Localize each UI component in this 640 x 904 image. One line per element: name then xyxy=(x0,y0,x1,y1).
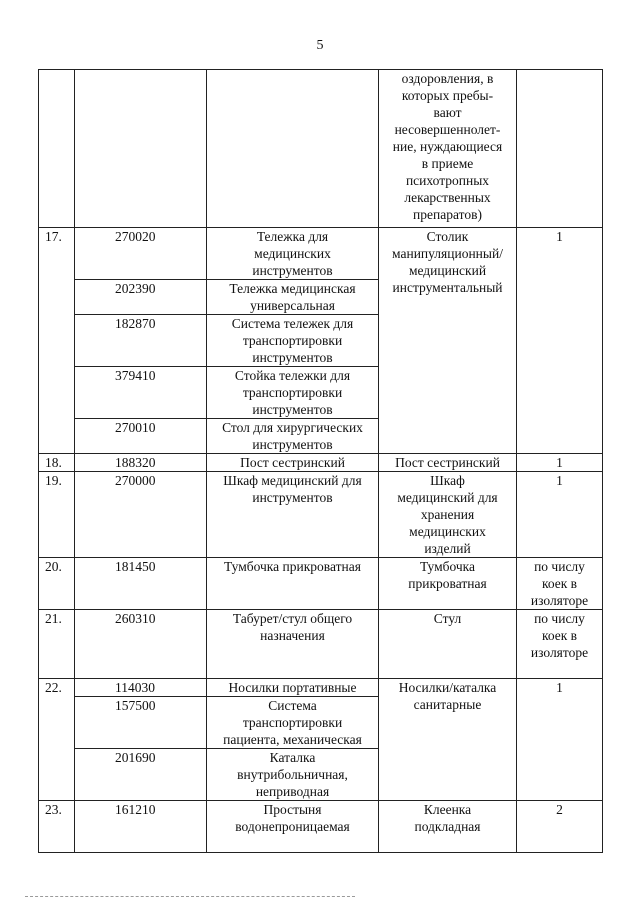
equipment-table xyxy=(38,69,603,853)
cell-text-line: прикроватная xyxy=(408,576,487,591)
cell-text-line: Тележка медицинская xyxy=(229,281,356,296)
code-cell: 379410 xyxy=(75,367,207,419)
code-cell: 114030 xyxy=(75,679,207,697)
code-cell: 161210 xyxy=(75,801,207,853)
table-row xyxy=(39,228,603,280)
cell-text-line: медицинских xyxy=(409,524,486,539)
cell-text-line: универсальная xyxy=(250,298,335,313)
item-name-cell xyxy=(207,454,379,472)
quantity-cell xyxy=(517,558,603,610)
row-number-cell: 17. xyxy=(39,228,75,454)
cell-text-line: манипуляционный/ xyxy=(392,246,503,261)
device-name-cell xyxy=(379,801,517,853)
cell-text-line: Тележка для xyxy=(256,229,329,244)
cell-text-line: водонепроницаемая xyxy=(235,819,350,834)
item-name-cell xyxy=(207,558,379,610)
cell-text-line: Система xyxy=(268,698,317,713)
cell-text-line: медицинский xyxy=(408,263,487,278)
item-name-cell xyxy=(207,679,379,697)
table-row xyxy=(39,610,603,679)
cell-text-line: инструментов xyxy=(252,402,333,417)
table-row xyxy=(39,801,603,853)
cell-text-line: Пост сестринский xyxy=(240,455,345,470)
row-number-cell: 20. xyxy=(39,558,75,610)
table-row xyxy=(39,558,603,610)
cell-text-line: 1 xyxy=(556,680,563,695)
cell-text-line: Шкаф xyxy=(430,473,465,488)
item-name-cell xyxy=(207,749,379,801)
cell-text-line: санитарные xyxy=(413,697,482,712)
item-name-cell xyxy=(207,367,379,419)
cell-text-line: изоляторе xyxy=(530,593,589,608)
cell-text-line: коек в xyxy=(541,628,578,643)
code-cell: 201690 xyxy=(75,749,207,801)
cell-text-line: инструментальный xyxy=(392,280,503,295)
cell-text-line: медицинских xyxy=(254,246,331,261)
code-cell: 181450 xyxy=(75,558,207,610)
quantity-cell xyxy=(517,472,603,558)
scan-edge-line xyxy=(25,896,355,897)
quantity-cell xyxy=(517,610,603,679)
cell-text-line: инструментов xyxy=(252,437,333,452)
item-name-cell xyxy=(207,610,379,679)
cell-text-line: Носилки/каталка xyxy=(398,680,497,695)
item-name-cell xyxy=(207,801,379,853)
quantity-cell xyxy=(517,454,603,472)
item-name-cell xyxy=(207,315,379,367)
device-name-cell xyxy=(379,610,517,679)
cell-text-line: Стойка тележки для xyxy=(234,368,351,383)
quantity-cell xyxy=(517,228,603,454)
cell-text-line: по числу xyxy=(534,559,585,574)
cell-text-line: подкладная xyxy=(414,819,481,834)
item-name-cell xyxy=(207,228,379,280)
item-name-cell xyxy=(207,472,379,558)
cell-text-line: коек в xyxy=(541,576,578,591)
cell-text-line: Стул xyxy=(433,611,462,626)
code-cell: 157500 xyxy=(75,697,207,749)
item-name-cell xyxy=(207,419,379,454)
cell-text-line: Столик xyxy=(426,229,469,244)
table-row xyxy=(39,472,603,558)
cell-text-line: несовершеннолет- xyxy=(394,122,501,137)
cell-text-line: транспортировки xyxy=(242,385,343,400)
code-cell: 270000 xyxy=(75,472,207,558)
cell-text-line: транспортировки xyxy=(242,715,343,730)
cell-text-line: хранения xyxy=(420,507,475,522)
cell-text-line: вают xyxy=(433,105,462,120)
row-number-cell: 21. xyxy=(39,610,75,679)
cell-text-line: Тумбочка прикроватная xyxy=(224,559,361,574)
cell-text-line: изделий xyxy=(424,541,471,556)
cell-text-line: пациента, механическая xyxy=(223,732,362,747)
cell-text-line: Табурет/стул общего xyxy=(232,611,353,626)
code-cell: 260310 xyxy=(75,610,207,679)
cell-text-line: медицинский для xyxy=(397,490,498,505)
table-row xyxy=(39,679,603,697)
code-cell xyxy=(75,70,207,228)
cell-text-line: препаратов) xyxy=(413,207,482,222)
code-cell: 202390 xyxy=(75,280,207,315)
item-name-cell xyxy=(207,70,379,228)
cell-text-line: которых пребы- xyxy=(401,88,494,103)
cell-text-line: оздоровления, в xyxy=(401,71,494,86)
device-name-cell xyxy=(379,472,517,558)
cell-text-line: по числу xyxy=(534,611,585,626)
row-number-cell xyxy=(39,70,75,228)
cell-text-line: Клеенка xyxy=(423,802,472,817)
cell-text-line: лекарственных xyxy=(404,190,491,205)
table-row xyxy=(39,454,603,472)
row-number-cell: 22. xyxy=(39,679,75,801)
cell-text-line: инструментов xyxy=(252,263,333,278)
cell-text-line: 1 xyxy=(556,455,563,470)
row-number-cell: 18. xyxy=(39,454,75,472)
page-number: 5 xyxy=(316,38,324,53)
cell-text-line: Стол для хирургических xyxy=(222,420,363,435)
device-name-cell xyxy=(379,70,517,228)
cell-text-line: Тумбочка xyxy=(419,559,476,574)
quantity-cell xyxy=(517,801,603,853)
quantity-cell xyxy=(517,679,603,801)
item-name-cell xyxy=(207,280,379,315)
cell-text-line: Пост сестринский xyxy=(395,455,500,470)
cell-text-line: внутрибольничная, xyxy=(237,767,348,782)
cell-text-line: неприводная xyxy=(255,784,330,799)
cell-text-line: 2 xyxy=(556,802,563,817)
device-name-cell xyxy=(379,679,517,801)
cell-text-line: изоляторе xyxy=(530,645,589,660)
row-number-cell: 19. xyxy=(39,472,75,558)
row-number-cell: 23. xyxy=(39,801,75,853)
cell-text-line: Носилки портативные xyxy=(228,680,357,695)
cell-text-line: в приеме xyxy=(421,156,474,171)
cell-text-line: Шкаф медицинский для xyxy=(223,473,362,488)
device-name-cell xyxy=(379,228,517,454)
cell-text-line: психотропных xyxy=(405,173,490,188)
cell-text-line: инструментов xyxy=(252,350,333,365)
device-name-cell xyxy=(379,454,517,472)
cell-text-line: 1 xyxy=(556,229,563,244)
code-cell: 188320 xyxy=(75,454,207,472)
cell-text-line: инструментов xyxy=(252,490,333,505)
table-row xyxy=(39,70,603,228)
cell-text-line: ние, нуждающиеся xyxy=(392,139,503,154)
cell-text-line: Простыня xyxy=(263,802,322,817)
item-name-cell xyxy=(207,697,379,749)
cell-text-line: Система тележек для xyxy=(231,316,354,331)
code-cell: 182870 xyxy=(75,315,207,367)
code-cell: 270020 xyxy=(75,228,207,280)
quantity-cell xyxy=(517,70,603,228)
cell-text-line: Каталка xyxy=(269,750,316,765)
cell-text-line: назначения xyxy=(260,628,325,643)
code-cell: 270010 xyxy=(75,419,207,454)
cell-text-line: 1 xyxy=(556,473,563,488)
device-name-cell xyxy=(379,558,517,610)
cell-text-line: транспортировки xyxy=(242,333,343,348)
